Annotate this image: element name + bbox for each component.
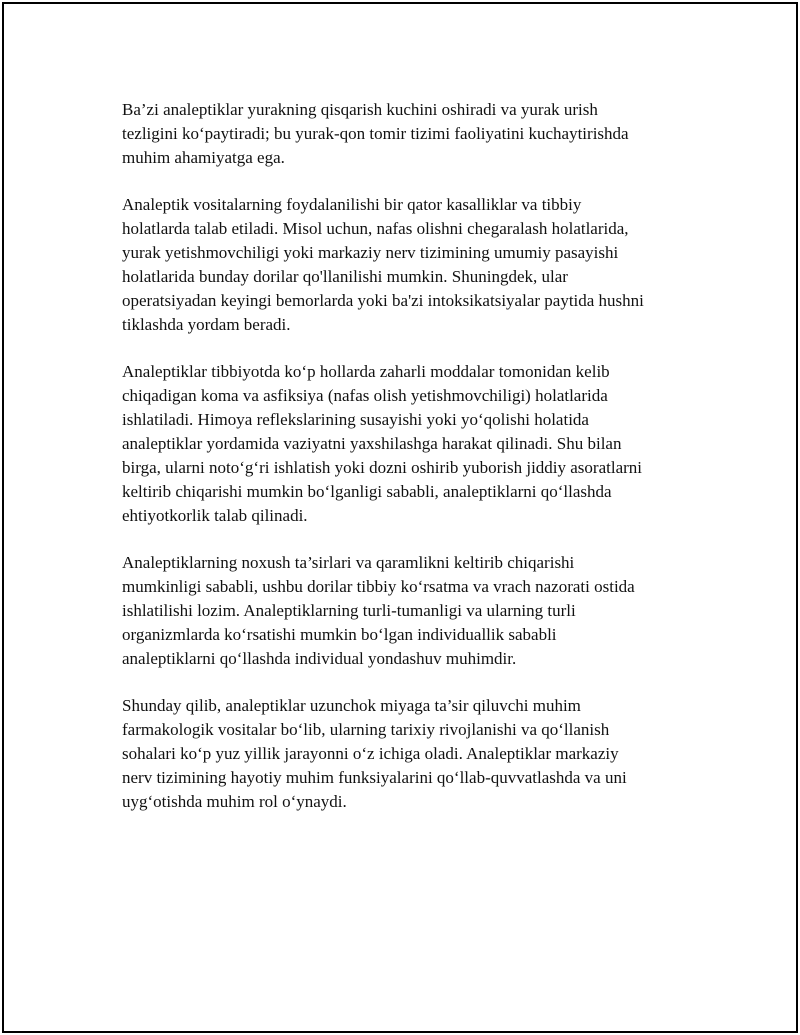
document-body <box>122 98 682 837</box>
text-line: tiklashda yordam beradi. <box>122 315 291 334</box>
text-line: holatlarida bunday dorilar qo'llanilishi mumkin. Shuningdek, ular <box>122 267 568 286</box>
text-line: operatsiyadan keyingi bemorlarda yoki ba'zi intoksikatsiyalar paytida hushni <box>122 291 644 310</box>
text-line: birga, ularni notoʻgʻri ishlatish yoki dozni oshirib yuborish jiddiy asoratlarni <box>122 458 643 477</box>
text-line: ishlatiladi. Himoya reflekslarining susayishi yoki yoʻqolishi holatida <box>122 410 589 429</box>
text-line: analeptiklar yordamida vaziyatni yaxshilashga harakat qilinadi. Shu bilan <box>122 434 622 453</box>
text-line: nerv tizimining hayotiy muhim funksiyalarini qoʻllab-quvvatlashda va uni <box>122 768 627 787</box>
text-line: Analeptik vositalarning foydalanilishi bir qator kasalliklar va tibbiy <box>122 195 582 214</box>
page-frame <box>2 2 798 1033</box>
paragraph-5 <box>122 694 682 814</box>
text-line: uygʻotishda muhim rol oʻynaydi. <box>122 792 347 811</box>
text-line: holatlarda talab etiladi. Misol uchun, nafas olishni chegaralash holatlarida, <box>122 219 629 238</box>
text-line: keltirib chiqarishi mumkin boʻlganligi sababli, analeptiklarni qoʻllashda <box>122 482 612 501</box>
text-line: muhim ahamiyatga ega. <box>122 148 285 167</box>
text-line: Ba’zi analeptiklar yurakning qisqarish kuchini oshiradi va yurak urish <box>122 100 598 119</box>
text-line: ehtiyotkorlik talab qilinadi. <box>122 506 308 525</box>
text-line: farmakologik vositalar boʻlib, ularning tarixiy rivojlanishi va qoʻllanish <box>122 720 610 739</box>
text-line: ishlatilishi lozim. Analeptiklarning turli-tumanligi va ularning turli <box>122 601 576 620</box>
paragraph-2 <box>122 193 682 337</box>
text-line: yurak yetishmovchiligi yoki markaziy nerv tizimining umumiy pasayishi <box>122 243 619 262</box>
text-line: Analeptiklarning noxush ta’sirlari va qaramlikni keltirib chiqarishi <box>122 553 575 572</box>
paragraph-4 <box>122 551 682 671</box>
text-line: Analeptiklar tibbiyotda koʻp hollarda zaharli moddalar tomonidan kelib <box>122 362 610 381</box>
text-line: mumkinligi sababli, ushbu dorilar tibbiy koʻrsatma va vrach nazorati ostida <box>122 577 635 596</box>
text-line: tezligini koʻpaytiradi; bu yurak-qon tomir tizimi faoliyatini kuchaytirishda <box>122 124 629 143</box>
text-line: Shunday qilib, analeptiklar uzunchok miyaga ta’sir qiluvchi muhim <box>122 696 581 715</box>
text-line: analeptiklarni qoʻllashda individual yondashuv muhimdir. <box>122 649 517 668</box>
paragraph-1 <box>122 98 682 170</box>
paragraph-3 <box>122 360 682 528</box>
text-line: organizmlarda koʻrsatishi mumkin boʻlgan individuallik sababli <box>122 625 557 644</box>
text-line: sohalari koʻp yuz yillik jarayonni oʻz ichiga oladi. Analeptiklar markaziy <box>122 744 619 763</box>
text-line: chiqadigan koma va asfiksiya (nafas olish yetishmovchiligi) holatlarida <box>122 386 608 405</box>
